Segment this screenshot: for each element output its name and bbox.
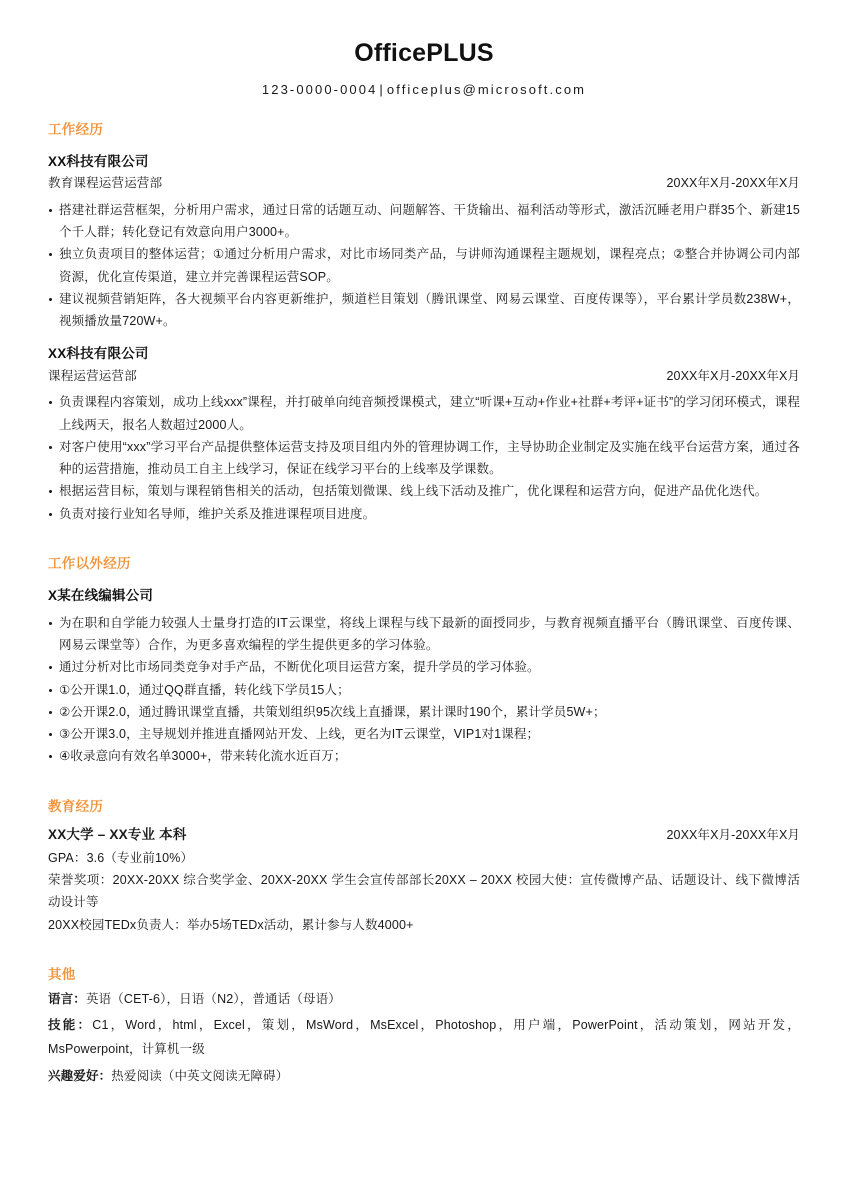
interests-value: 热爱阅读（中英文阅读无障碍） [111, 1068, 289, 1083]
education-entry [48, 817, 800, 936]
work-entry [48, 332, 800, 525]
list-item: 负责对接行业知名导师，维护关系及推进课程项目进度。 [48, 503, 800, 525]
gpa-line: GPA：3.6（专业前10%） [48, 850, 194, 865]
other-section-body [48, 985, 800, 1089]
organization-name: X某在线编辑公司 [48, 587, 154, 603]
department-name: 课程运营运营部 [48, 368, 137, 383]
employer-meta-row [48, 365, 800, 386]
interests-line [48, 1062, 800, 1089]
list-item: ①公开课1.0，通过QQ群直播，转化线下学员15人； [48, 679, 800, 701]
skills-value: C1，Word，html，Excel，策划，MsWord，MsExcel，Photoshop，用户端，PowerPoint，活动策划，网站开发，MsPowerpoint，计算机一级 [48, 1018, 801, 1057]
languages-line [48, 985, 800, 1012]
list-item: 搭建社群运营框架，分析用户需求，通过日常的话题互动、问题解答、干货输出、福利活动等形式，激活沉睡老用户群35个、新建15个千人群；转化登记有效意向用户3000+。 [48, 199, 800, 244]
list-item: 通过分析对比市场同类竞争对手产品，不断优化项目运营方案，提升学员的学习体验。 [48, 656, 800, 678]
responsibility-list [48, 193, 800, 333]
email-address: officeplus@microsoft.com [386, 82, 587, 97]
section-heading-education: 教育经历 [48, 798, 104, 814]
list-item: 独立负责项目的整体运营；①通过分析用户需求，对比市场同类产品，与讲师沟通课程主题规划，课程亮点；②整合并协调公司内部资源，优化宣传渠道，建立并完善课程运营SOP。 [48, 243, 800, 288]
employer-meta-row [48, 172, 800, 193]
list-item: ②公开课2.0，通过腾讯课堂直播，共策划组织95次线上直播课，累计课时190个，累计学员5W+； [48, 701, 800, 723]
list-item: 建议视频营销矩阵，各大视频平台内容更新维护，频道栏目策划（腾讯课堂、网易云课堂、百度传课等），平台累计学员数238W+，视频播放量720W+。 [48, 288, 800, 333]
phone-number: 123-0000-0004 [261, 82, 378, 97]
contact-line [48, 68, 800, 99]
section-heading-other: 其他 [48, 966, 76, 982]
list-item: 为在职和自学能力较强人士量身打造的IT云课堂，将线上课程与线下最新的面授同步，与教育视频直播平台（腾讯课堂、百度传课、网易云课堂等）合作，为更多喜欢编程的学生提供更多的学习体验。 [48, 612, 800, 657]
extracurricular-entry [48, 574, 800, 768]
languages-label: 语言： [48, 991, 86, 1006]
section-heading-extracurricular: 工作以外经历 [48, 555, 131, 571]
list-item: 负责课程内容策划，成功上线xxx”课程，并打破单向纯音频授课模式，建立“听课+互动+作业+社群+考评+证书”的学习闭环模式，课程上线两天，报名人数超过2000人。 [48, 391, 800, 436]
skills-line [48, 1011, 800, 1062]
responsibility-list [48, 385, 800, 525]
languages-value: 英语（CET-6），日语（N2），普通话（母语） [85, 991, 341, 1006]
section-heading-work: 工作经历 [48, 121, 104, 137]
list-item: ④收录意向有效名单3000+，带来转化流水近百万； [48, 745, 800, 767]
skills-label: 技能： [48, 1018, 93, 1033]
page-title: OfficePLUS [354, 39, 494, 67]
work-entry [48, 140, 800, 333]
education-meta-row [48, 817, 800, 845]
honors-line: 荣誉奖项：20XX-20XX 综合奖学金、20XX-20XX 学生会宣传部部长20XX – 20XX 校园大使：宣传微博产品、话题设计、线下微博活动设计等 [48, 873, 800, 910]
employer-name: XX科技有限公司 [48, 346, 149, 362]
employer-name: XX科技有限公司 [48, 153, 149, 169]
employment-date-range: 20XX年X月-20XX年X月 [666, 368, 800, 383]
list-item: 根据运营目标，策划与课程销售相关的活动，包括策划微课、线上线下活动及推广，优化课程和运营方向，促进产品优化迭代。 [48, 480, 800, 502]
employment-date-range: 20XX年X月-20XX年X月 [666, 176, 800, 191]
list-item: ③公开课3.0，主导规划并推进直播网站开发、上线，更名为IT云课堂，VIP1对1课程； [48, 723, 800, 745]
department-name: 教育课程运营运营部 [48, 176, 163, 191]
school-name: XX大学 – XX专业 本科 [48, 826, 187, 842]
extracurricular-list [48, 606, 800, 768]
interests-label: 兴趣爱好： [48, 1068, 112, 1083]
activity-line: 20XX校园TEDx负责人：举办5场TEDx活动，累计参与人数4000+ [48, 917, 414, 932]
contact-separator: | [379, 82, 385, 97]
education-date-range: 20XX年X月-20XX年X月 [666, 827, 800, 842]
list-item: 对客户使用“xxx”学习平台产品提供整体运营支持及项目组内外的管理协调工作，主导协助企业制定及实施在线平台运营方案，通过各种的运营措施，推动员工自主上线学习，保证在线学习平台的上线率及学课数。 [48, 436, 800, 481]
